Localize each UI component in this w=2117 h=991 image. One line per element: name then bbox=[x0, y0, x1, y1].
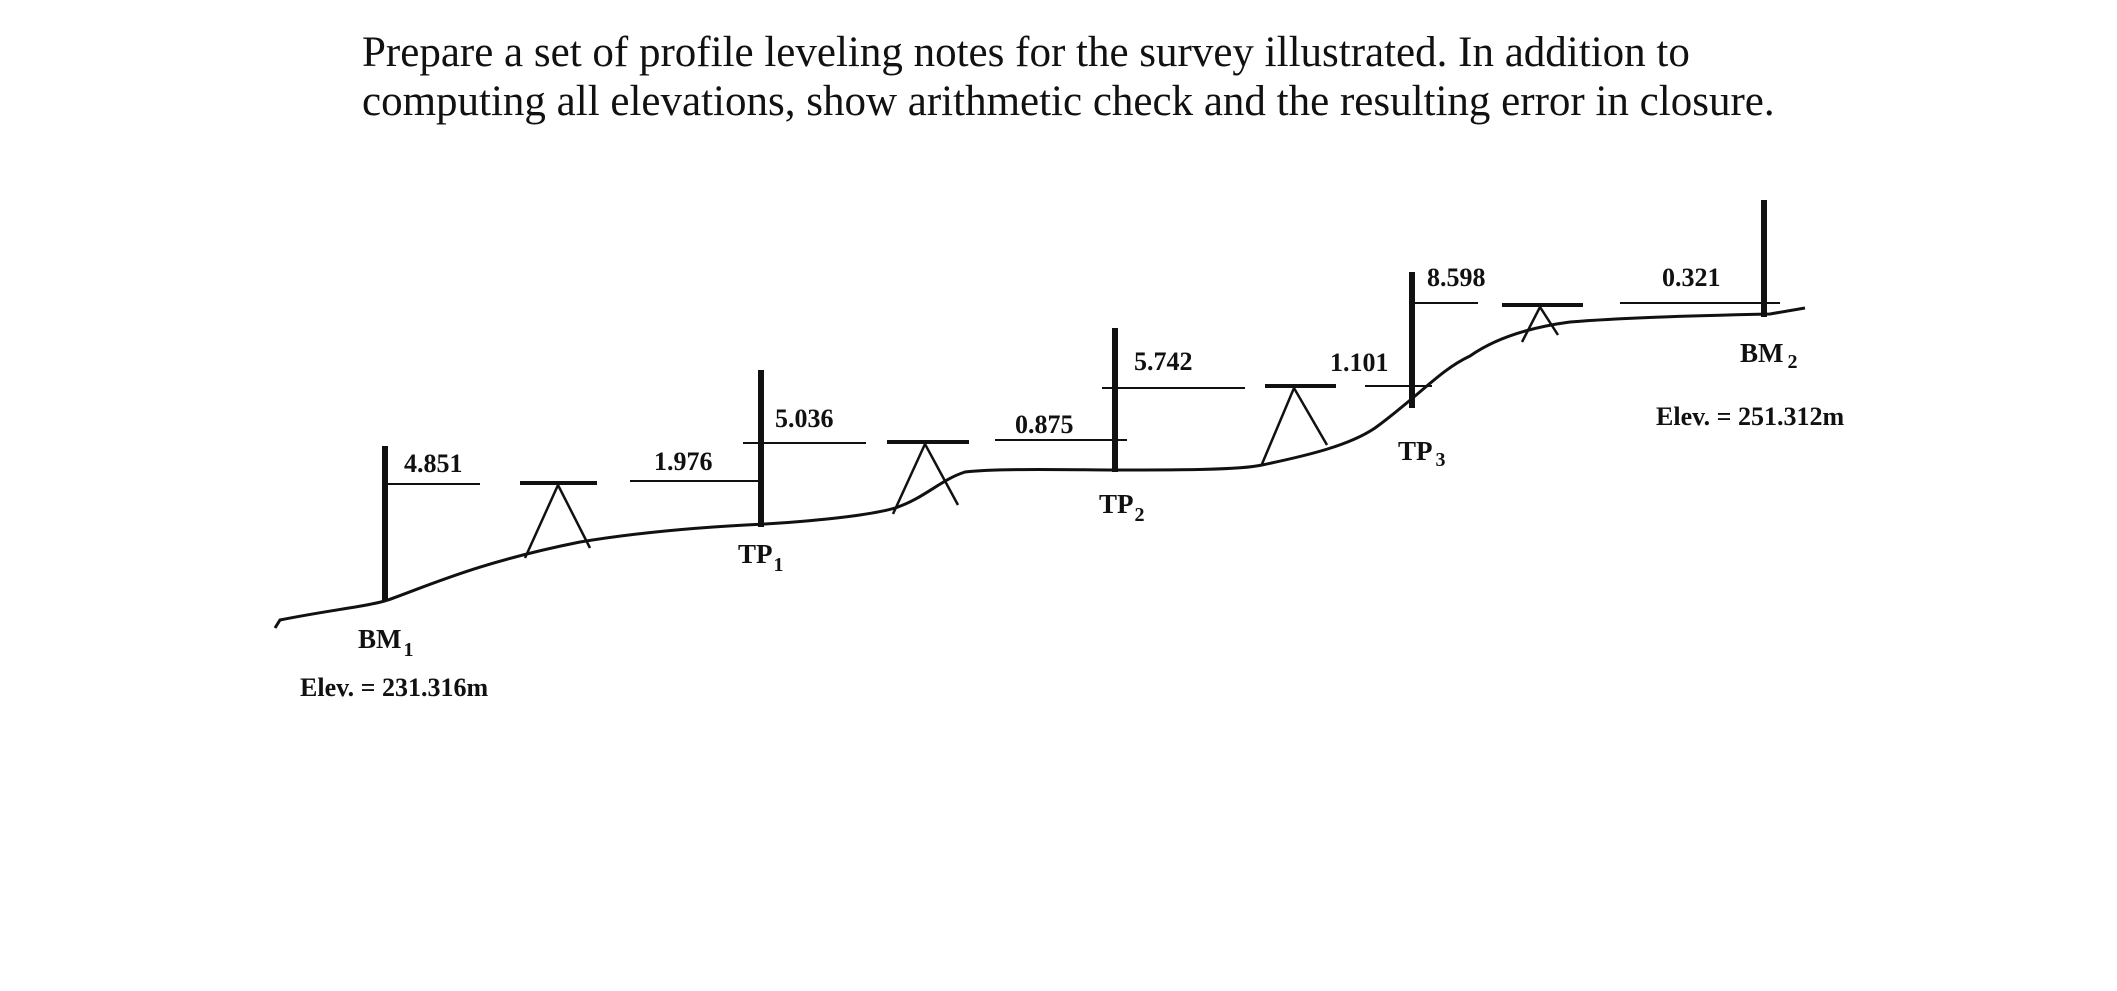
reading-bs-bm1: 4.851 bbox=[404, 449, 463, 478]
ground-profile-line bbox=[275, 308, 1805, 628]
reading-bs-tp1: 5.036 bbox=[775, 404, 834, 433]
station-label-bm2: BM $_2$ bbox=[1740, 338, 1798, 373]
elevation-bm2: Elev. = 251.312m bbox=[1656, 402, 1845, 431]
reading-fs-bm2: 0.321 bbox=[1662, 263, 1721, 292]
station-label-tp2: $TP_2$ bbox=[1099, 489, 1145, 526]
level-instrument-2 bbox=[887, 442, 969, 514]
reading-fs-tp2: 0.875 bbox=[1015, 410, 1074, 439]
station-label-tp3: TP $_3$ bbox=[1398, 436, 1446, 471]
rod-tp3 bbox=[1365, 272, 1478, 408]
reading-fs-tp3: 1.101 bbox=[1330, 348, 1389, 377]
elevation-bm1: Elev. = 231.316m bbox=[300, 673, 489, 702]
problem-statement: Prepare a set of profile leveling notes for the survey illustrated. In addition to computing all elevations, show arithmetic check and the resulting error in closure. bbox=[362, 29, 1775, 125]
level-instrument-4 bbox=[1502, 305, 1583, 342]
reading-bs-tp3: 8.598 bbox=[1427, 263, 1486, 292]
rod-tp2 bbox=[995, 328, 1245, 472]
rod-bm2 bbox=[1620, 200, 1780, 317]
station-label-tp1: $TP_1$ bbox=[738, 539, 784, 576]
station-label-bm1: BM $_1$ bbox=[358, 624, 414, 661]
reading-fs-tp1: 1.976 bbox=[654, 447, 713, 476]
level-instrument-3 bbox=[1262, 386, 1336, 464]
reading-bs-tp2: 5.742 bbox=[1134, 347, 1193, 376]
